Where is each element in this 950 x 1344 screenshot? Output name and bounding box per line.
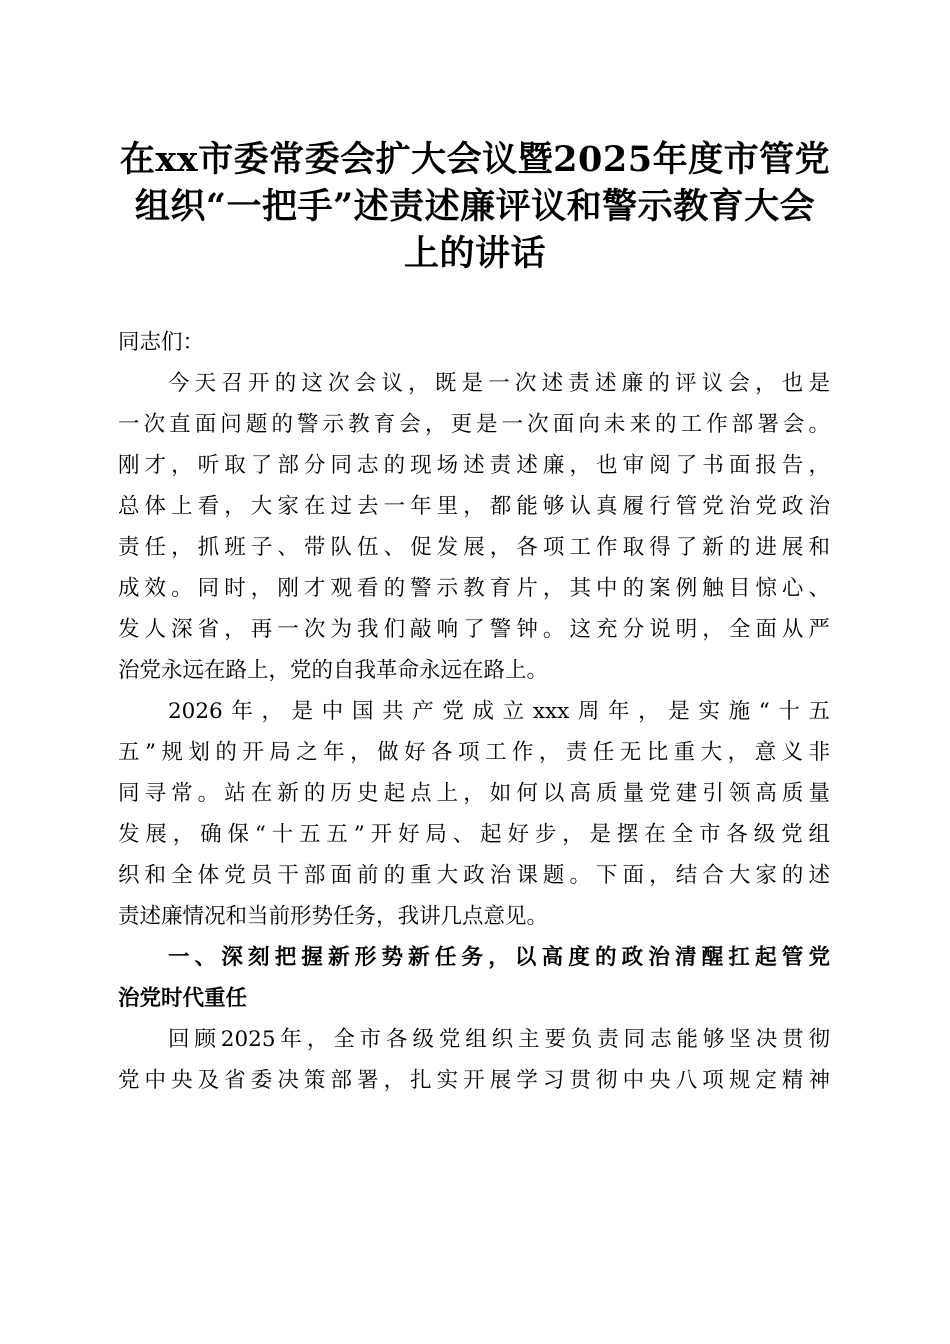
paragraph-line: 一次直面问题的警示教育会，更是一次面向未来的工作部署会。 bbox=[118, 412, 830, 437]
title-line-2: 组织“一把手”述责述廉评议和警示教育大会 bbox=[134, 186, 816, 227]
paragraph-2 bbox=[118, 691, 830, 937]
paragraph-line: 责述廉情况和当前形势任务，我讲几点意见。 bbox=[118, 904, 549, 929]
paragraph-line: 同寻常。站在新的历史起点上，如何以高质量党建引领高质量 bbox=[118, 781, 830, 806]
paragraph-line: 刚才，听取了部分同志的现场述责述廉，也审阅了书面报告， bbox=[118, 453, 830, 478]
title-line-1: 在xx市委常委会扩大会议暨2025年度市管党 bbox=[119, 139, 831, 180]
paragraph-1 bbox=[118, 363, 830, 691]
paragraph-line: 2026年，是中国共产党成立xxx周年，是实施“十五 bbox=[168, 699, 830, 724]
paragraph-line: 今天召开的这次会议，既是一次述责述廉的评议会，也是 bbox=[168, 371, 830, 396]
document-title bbox=[110, 136, 840, 277]
title-line-3: 上的讲话 bbox=[403, 233, 546, 274]
heading-line: 治党时代重任 bbox=[118, 986, 248, 1011]
paragraph-line: 责任，抓班子、带队伍、促发展，各项工作取得了新的进展和 bbox=[118, 535, 830, 560]
paragraph-line: 五”规划的开局之年，做好各项工作，责任无比重大，意义非 bbox=[118, 740, 830, 765]
salutation: 同志们： bbox=[118, 330, 205, 355]
paragraph-line: 回顾2025年，全市各级党组织主要负责同志能够坚决贯彻 bbox=[168, 1027, 830, 1052]
paragraph-line: 织和全体党员干部面前的重大政治课题。下面，结合大家的述 bbox=[118, 863, 830, 888]
paragraph-3 bbox=[118, 1019, 830, 1101]
paragraph-line: 发展，确保“十五五”开好局、起好步，是摆在全市各级党组 bbox=[118, 822, 830, 847]
paragraph-line: 党中央及省委决策部署，扎实开展学习贯彻中央八项规定精神 bbox=[118, 1068, 830, 1093]
paragraph-line: 发人深省，再一次为我们敲响了警钟。这充分说明，全面从严 bbox=[118, 617, 830, 642]
heading-line: 一、深刻把握新形势新任务，以高度的政治清醒扛起管党 bbox=[168, 945, 830, 970]
paragraph-line: 治党永远在路上，党的自我革命永远在路上。 bbox=[118, 658, 549, 683]
document-body bbox=[118, 322, 830, 1101]
paragraph-line: 成效。同时，刚才观看的警示教育片，其中的案例触目惊心、 bbox=[118, 576, 830, 601]
paragraph-line: 总体上看，大家在过去一年里，都能够认真履行管党治党政治 bbox=[118, 494, 830, 519]
section-heading-1 bbox=[118, 937, 830, 1019]
